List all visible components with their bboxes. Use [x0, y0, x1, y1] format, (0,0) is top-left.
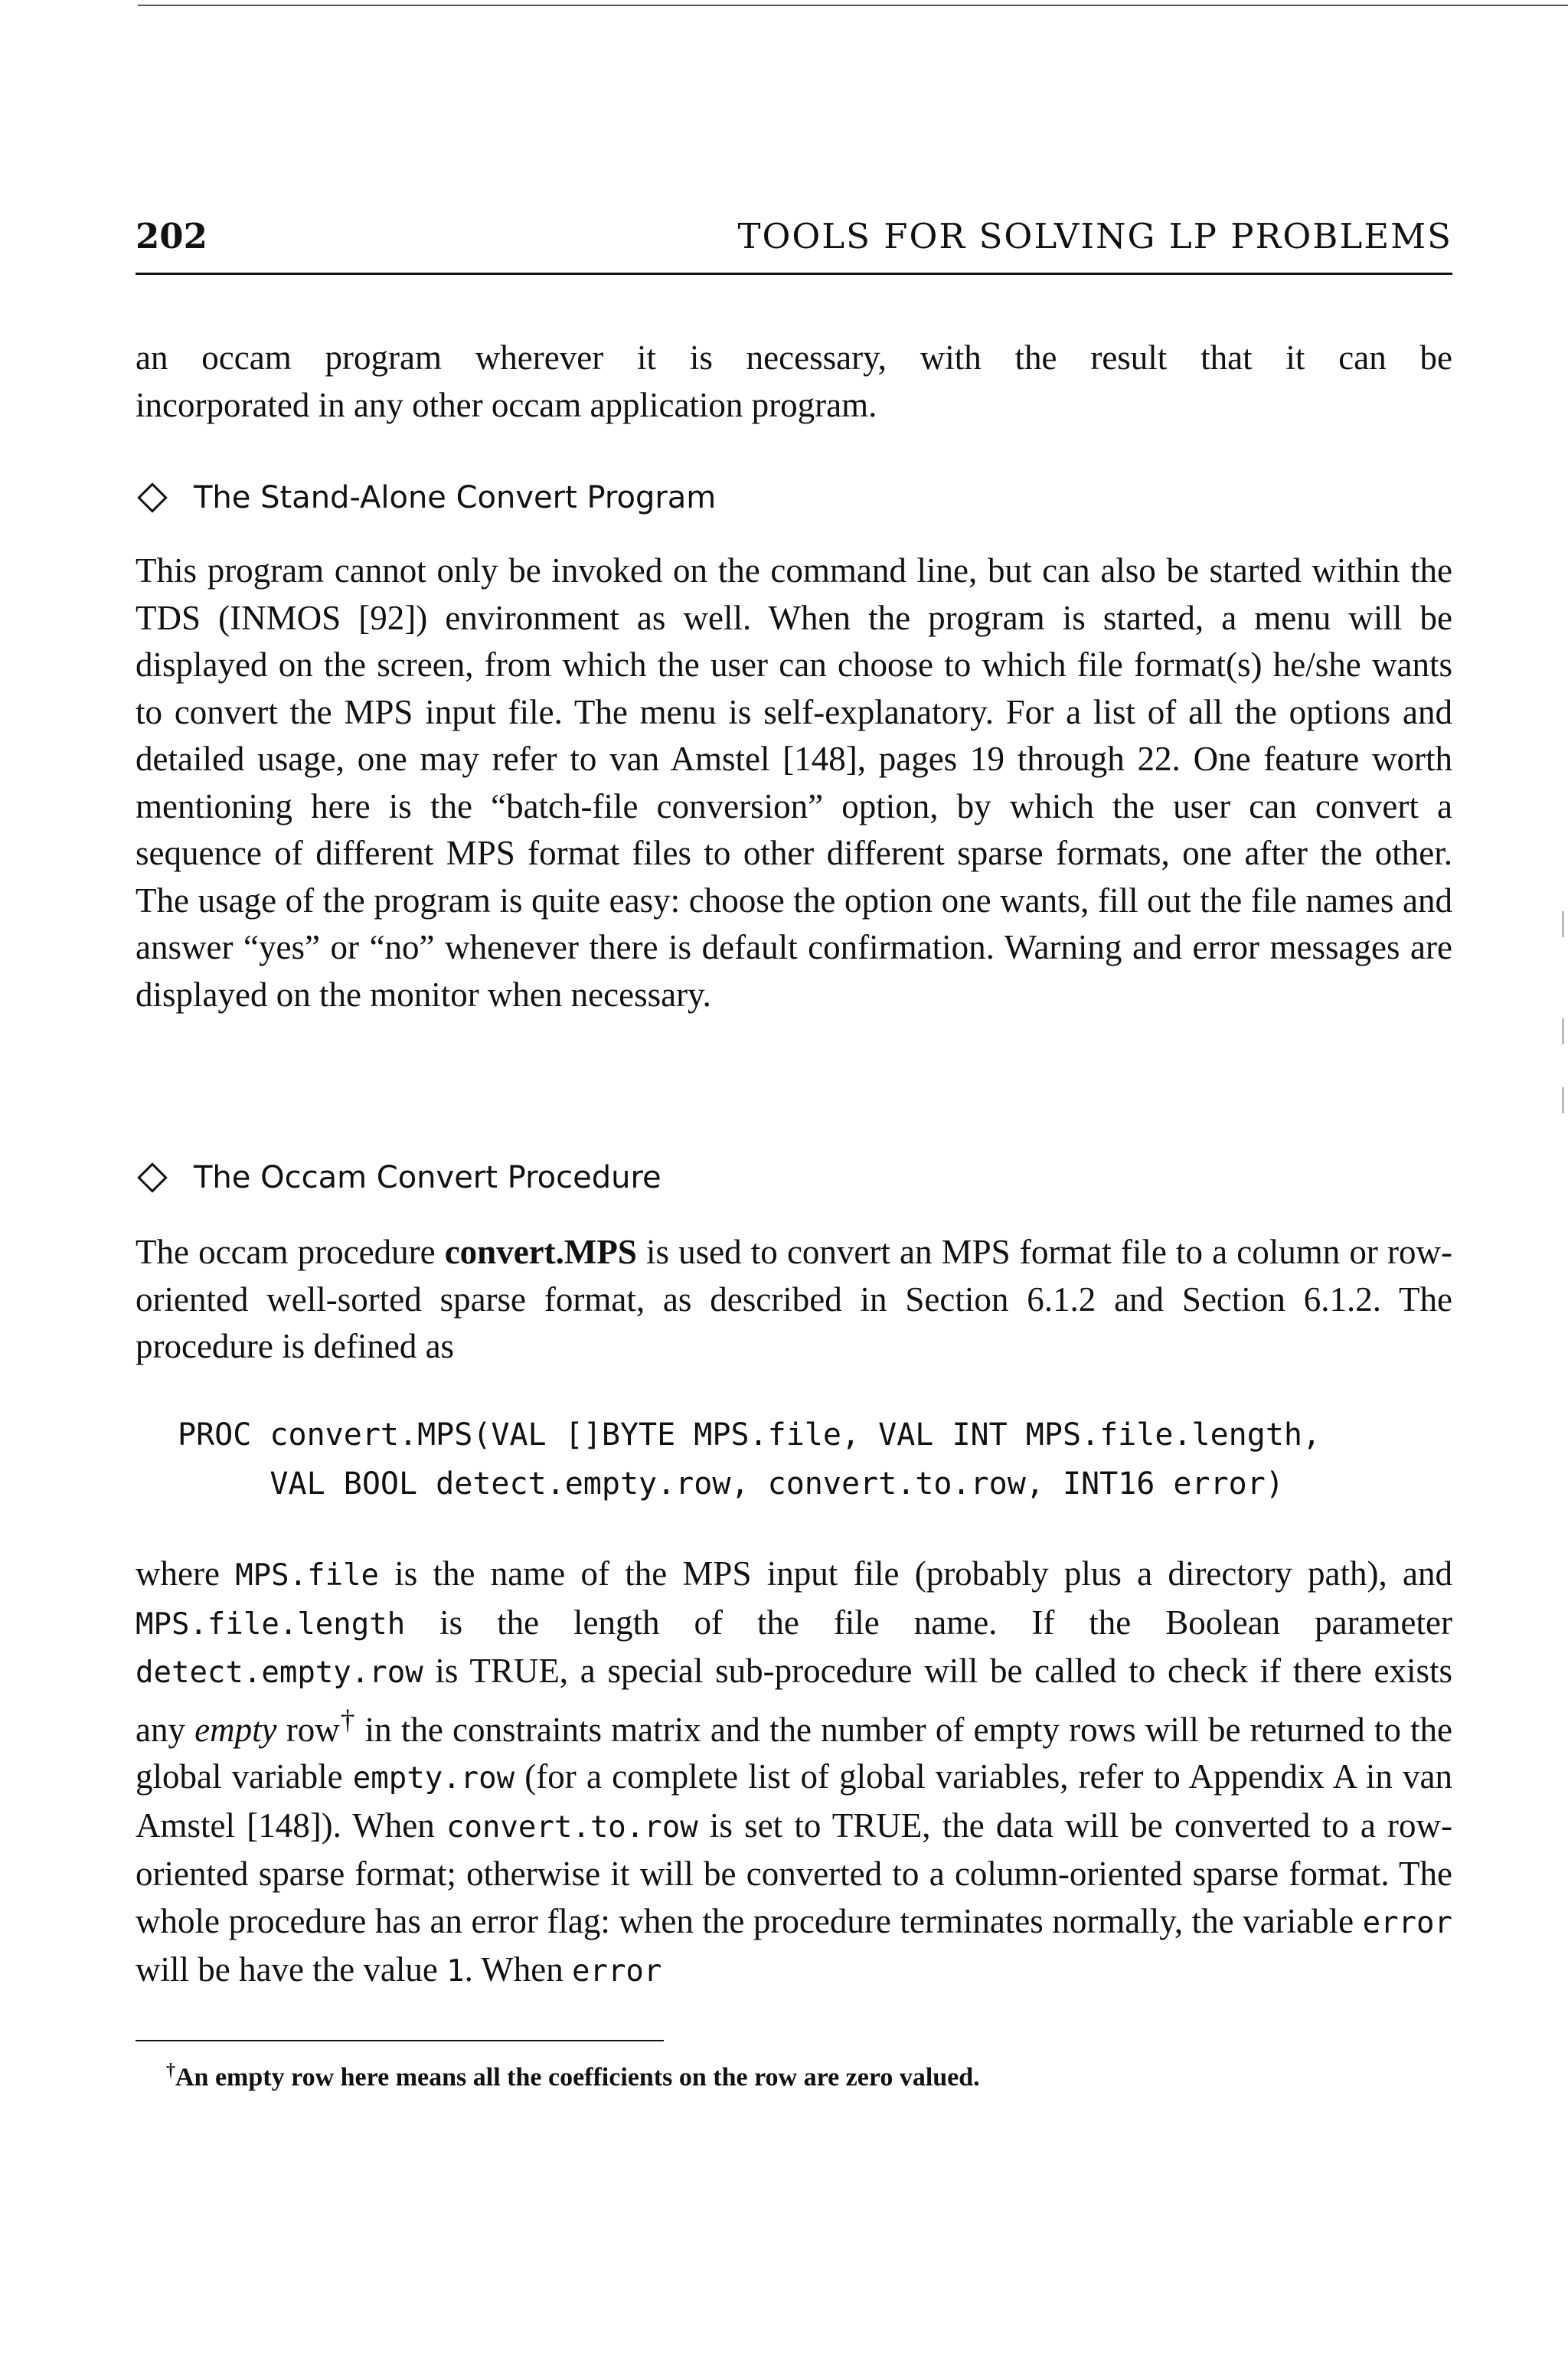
section-heading-standalone [136, 475, 1452, 521]
text-run: is TRUE, a special sub-procedure will be called to check if there exists any [136, 1652, 1452, 1749]
code-identifier: detect.empty.row [136, 1655, 423, 1690]
code-identifier: MPS.file [235, 1558, 380, 1593]
page-header [136, 205, 1452, 275]
text-run: where [136, 1554, 236, 1593]
diamond-bullet-icon [137, 482, 168, 513]
code-identifier: error [1362, 1905, 1452, 1940]
procedure-name: convert.MPS [444, 1233, 637, 1271]
text-run: in the constraints matrix and the number of empty rows will be returned to the global variable [136, 1710, 1453, 1796]
occam-procedure-paragraph [136, 1229, 1452, 1371]
page-number: 202 [136, 216, 207, 257]
footnote [166, 2052, 1452, 2096]
top-edge-rule [138, 5, 1568, 6]
text-run: row [276, 1710, 340, 1749]
scan-margin-mark [1562, 911, 1564, 937]
diamond-bullet-icon [137, 1162, 168, 1193]
intro-line-1: an occam program wherever it is necessary, with the result that it can be [136, 338, 1452, 377]
procedure-signature-code [178, 1410, 1321, 1508]
footnote-marker: † [339, 1704, 356, 1736]
text-run: will be have the value [136, 1950, 447, 1989]
footnote-rule [136, 2040, 664, 2041]
text-run: is the name of the MPS input file (probably plus a directory path), and [379, 1554, 1452, 1593]
code-identifier: error [571, 1954, 662, 1989]
scan-margin-mark [1562, 1087, 1564, 1113]
text-run: is set to TRUE, the data will be converted to a row-oriented sparse format; otherwise it will be converted to a column-oriented sparse format. The whole procedure has an error flag: when the procedure terminates normally, the variable [136, 1806, 1452, 1940]
footnote-text: An empty row here means all the coefficients on the row are zero valued. [175, 2063, 980, 2092]
text-run: (for a complete list of global variables, refer to Appendix A in van Amstel [148]). When [136, 1757, 1453, 1845]
code-identifier: MPS.file.length [136, 1606, 406, 1642]
standalone-paragraph: This program cannot only be invoked on the command line, but can also be started within the TDS (INMOS [92]) environment as well. When the program is started, a menu will be displayed on the screen, from which the user can choose to which file format(s) he/she wants to convert the MPS input file. The menu is self-explanatory. For a list of all the options and detailed usage, one may refer to van Amstel [148], pages 19 through 22. One feature worth mentioning here is the “batch-file conversion” option, by which the user can convert a sequence of different MPS format files to other different sparse formats, one after the other. The usage of the program is quite easy: choose the option one wants, fill out the file names and answer “yes” or “no” whenever there is default confirmation. Warning and error messages are displayed on the monitor when necessary. [136, 551, 1452, 1014]
section-heading-text: The Stand-Alone Convert Program [194, 480, 717, 515]
code-identifier: 1 [446, 1954, 465, 1989]
scan-margin-mark [1562, 1018, 1564, 1044]
code-identifier: empty.row [352, 1761, 515, 1796]
footnote-mark: † [166, 2061, 175, 2080]
code-line-2: VAL BOOL detect.empty.row, convert.to.row, INT16 error) [178, 1466, 1284, 1502]
parameters-paragraph [136, 1551, 1452, 1995]
code-identifier: convert.to.row [446, 1809, 698, 1845]
running-head: TOOLS FOR SOLVING LP PROBLEMS [737, 216, 1452, 257]
code-line-1: PROC convert.MPS(VAL []BYTE MPS.file, VAL INT MPS.file.length, [178, 1417, 1321, 1453]
section-heading-text: The Occam Convert Procedure [194, 1160, 662, 1195]
intro-line-2: incorporated in any other occam application program. [136, 385, 877, 424]
section-heading-occam [136, 1155, 1452, 1201]
text-run: The occam procedure [136, 1233, 445, 1271]
text-run: is the length of the file name. If the Boolean parameter [405, 1603, 1452, 1642]
intro-paragraph [136, 335, 1452, 429]
text-run: is used to convert an MPS format file to a column or row-oriented well-sorted sparse format, as described in Section 6.1.2 and Section 6.1.2. The procedure is defined as [136, 1233, 1452, 1365]
emphasis: empty [194, 1710, 277, 1749]
text-run: . When [464, 1950, 572, 1989]
